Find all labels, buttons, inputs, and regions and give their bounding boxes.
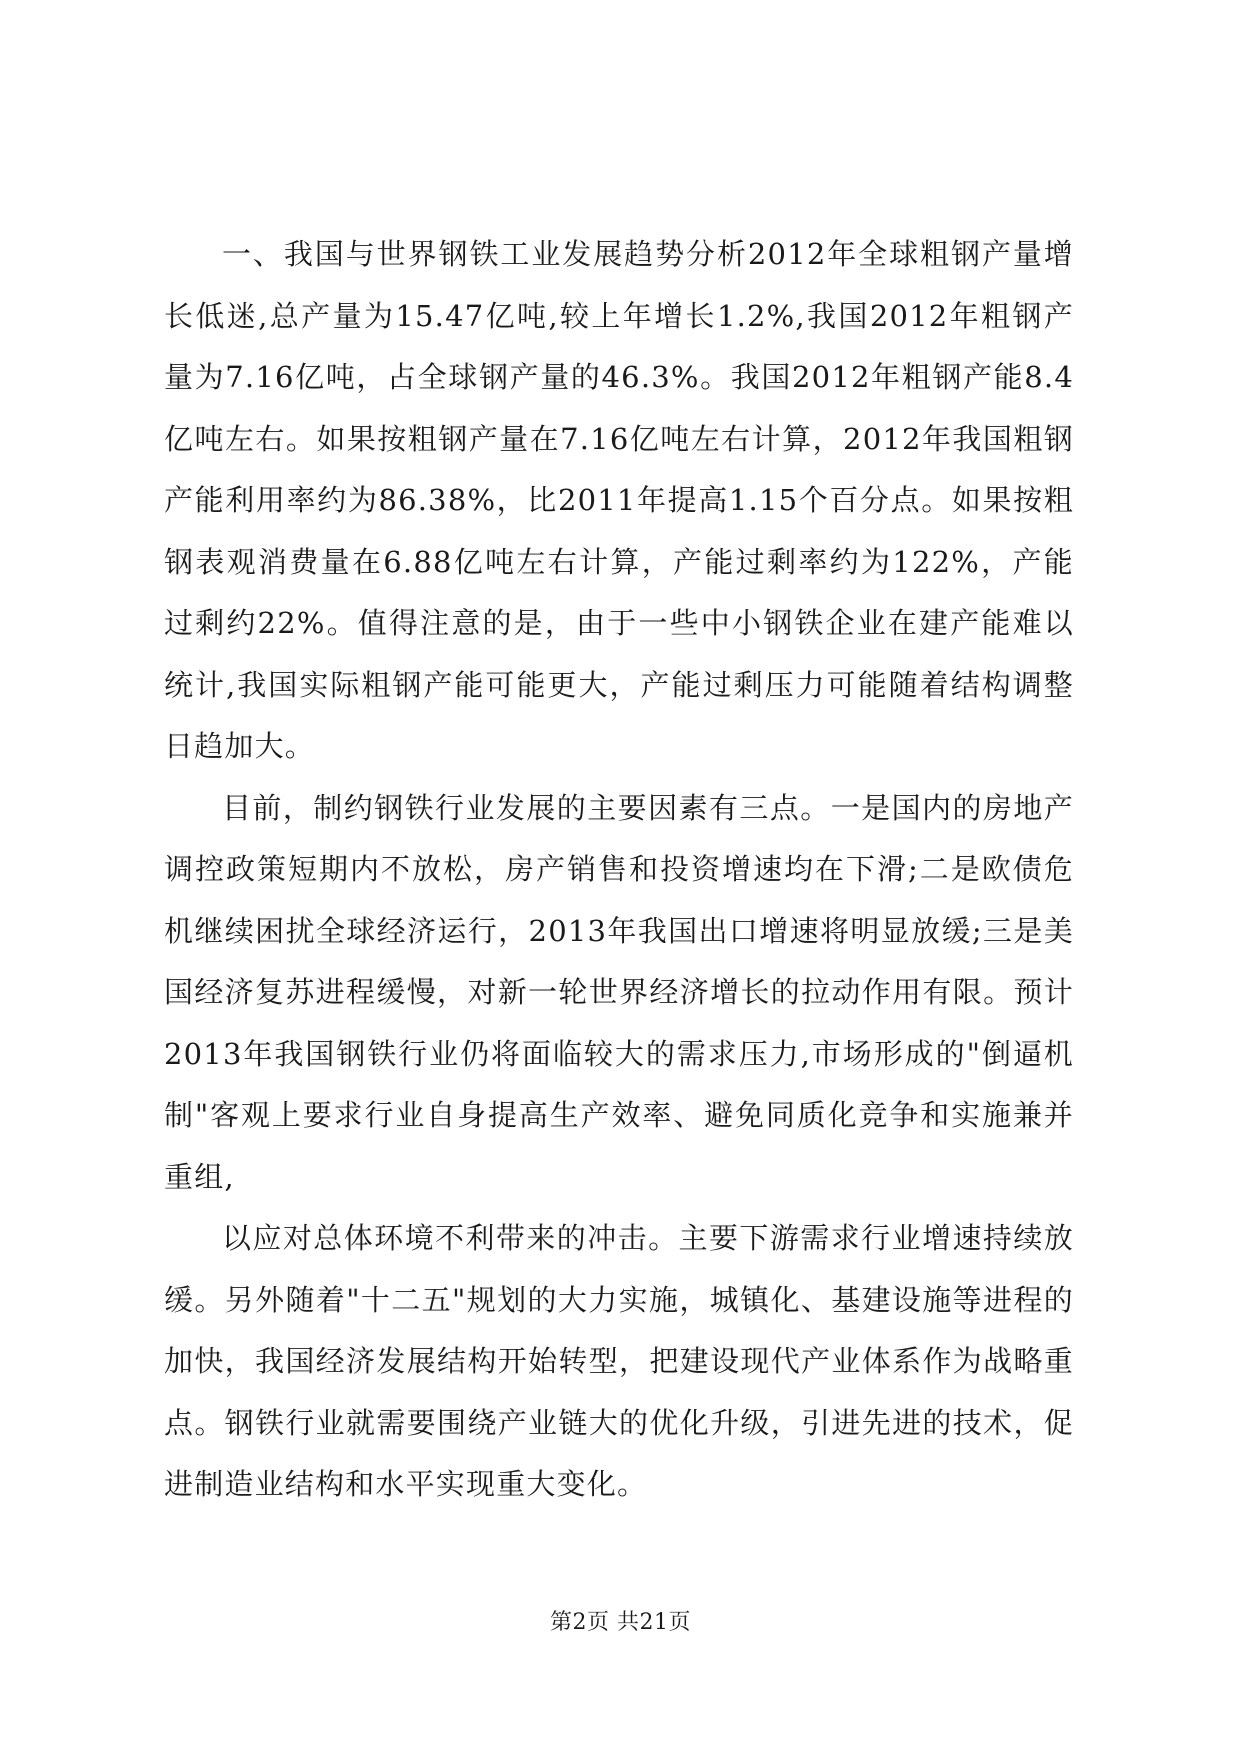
document-body <box>164 224 1074 1516</box>
paragraph-3: 以应对总体环境不利带来的冲击。主要下游需求行业增速持续放缓。另外随着"十二五"规划的大力实施，城镇化、基建设施等进程的加快，我国经济发展结构开始转型，把建设现代产业体系作为战略重点。钢铁行业就需要围绕产业链大的优化升级，引进先进的技术，促进制造业结构和水平实现重大变化。 <box>164 1221 1074 1501</box>
paragraph-1: 一、我国与世界钢铁工业发展趋势分析2012年全球粗钢产量增长低迷,总产量为15.47亿吨,较上年增长1.2%,我国2012年粗钢产量为7.16亿吨，占全球钢产量的46.3%。我国2012年粗钢产能8.4亿吨左右。如果按粗钢产量在7.16亿吨左右计算，2012年我国粗钢产能利用率约为86.38%，比2011年提高1.15个百分点。如果按粗钢表观消费量在6.88亿吨左右计算，产能过剩率约为122%，产能过剩约22%。值得注意的是，由于一些中小钢铁企业在建产能难以统计,我国实际粗钢产能可能更大，产能过剩压力可能随着结构调整日趋加大。 <box>164 237 1074 763</box>
page-footer <box>0 1608 1241 1638</box>
paragraph-2: 目前，制约钢铁行业发展的主要因素有三点。一是国内的房地产调控政策短期内不放松，房产销售和投资增速均在下滑;二是欧债危机继续困扰全球经济运行，2013年我国出口增速将明显放缓;三是美国经济复苏进程缓慢，对新一轮世界经济增长的拉动作用有限。预计2013年我国钢铁行业仍将面临较大的需求压力,市场形成的"倒逼机制"客观上要求行业自身提高生产效率、避免同质化竞争和实施兼并重组, <box>164 790 1074 1194</box>
page-number-label: 第2页 共21页 <box>550 1610 691 1635</box>
